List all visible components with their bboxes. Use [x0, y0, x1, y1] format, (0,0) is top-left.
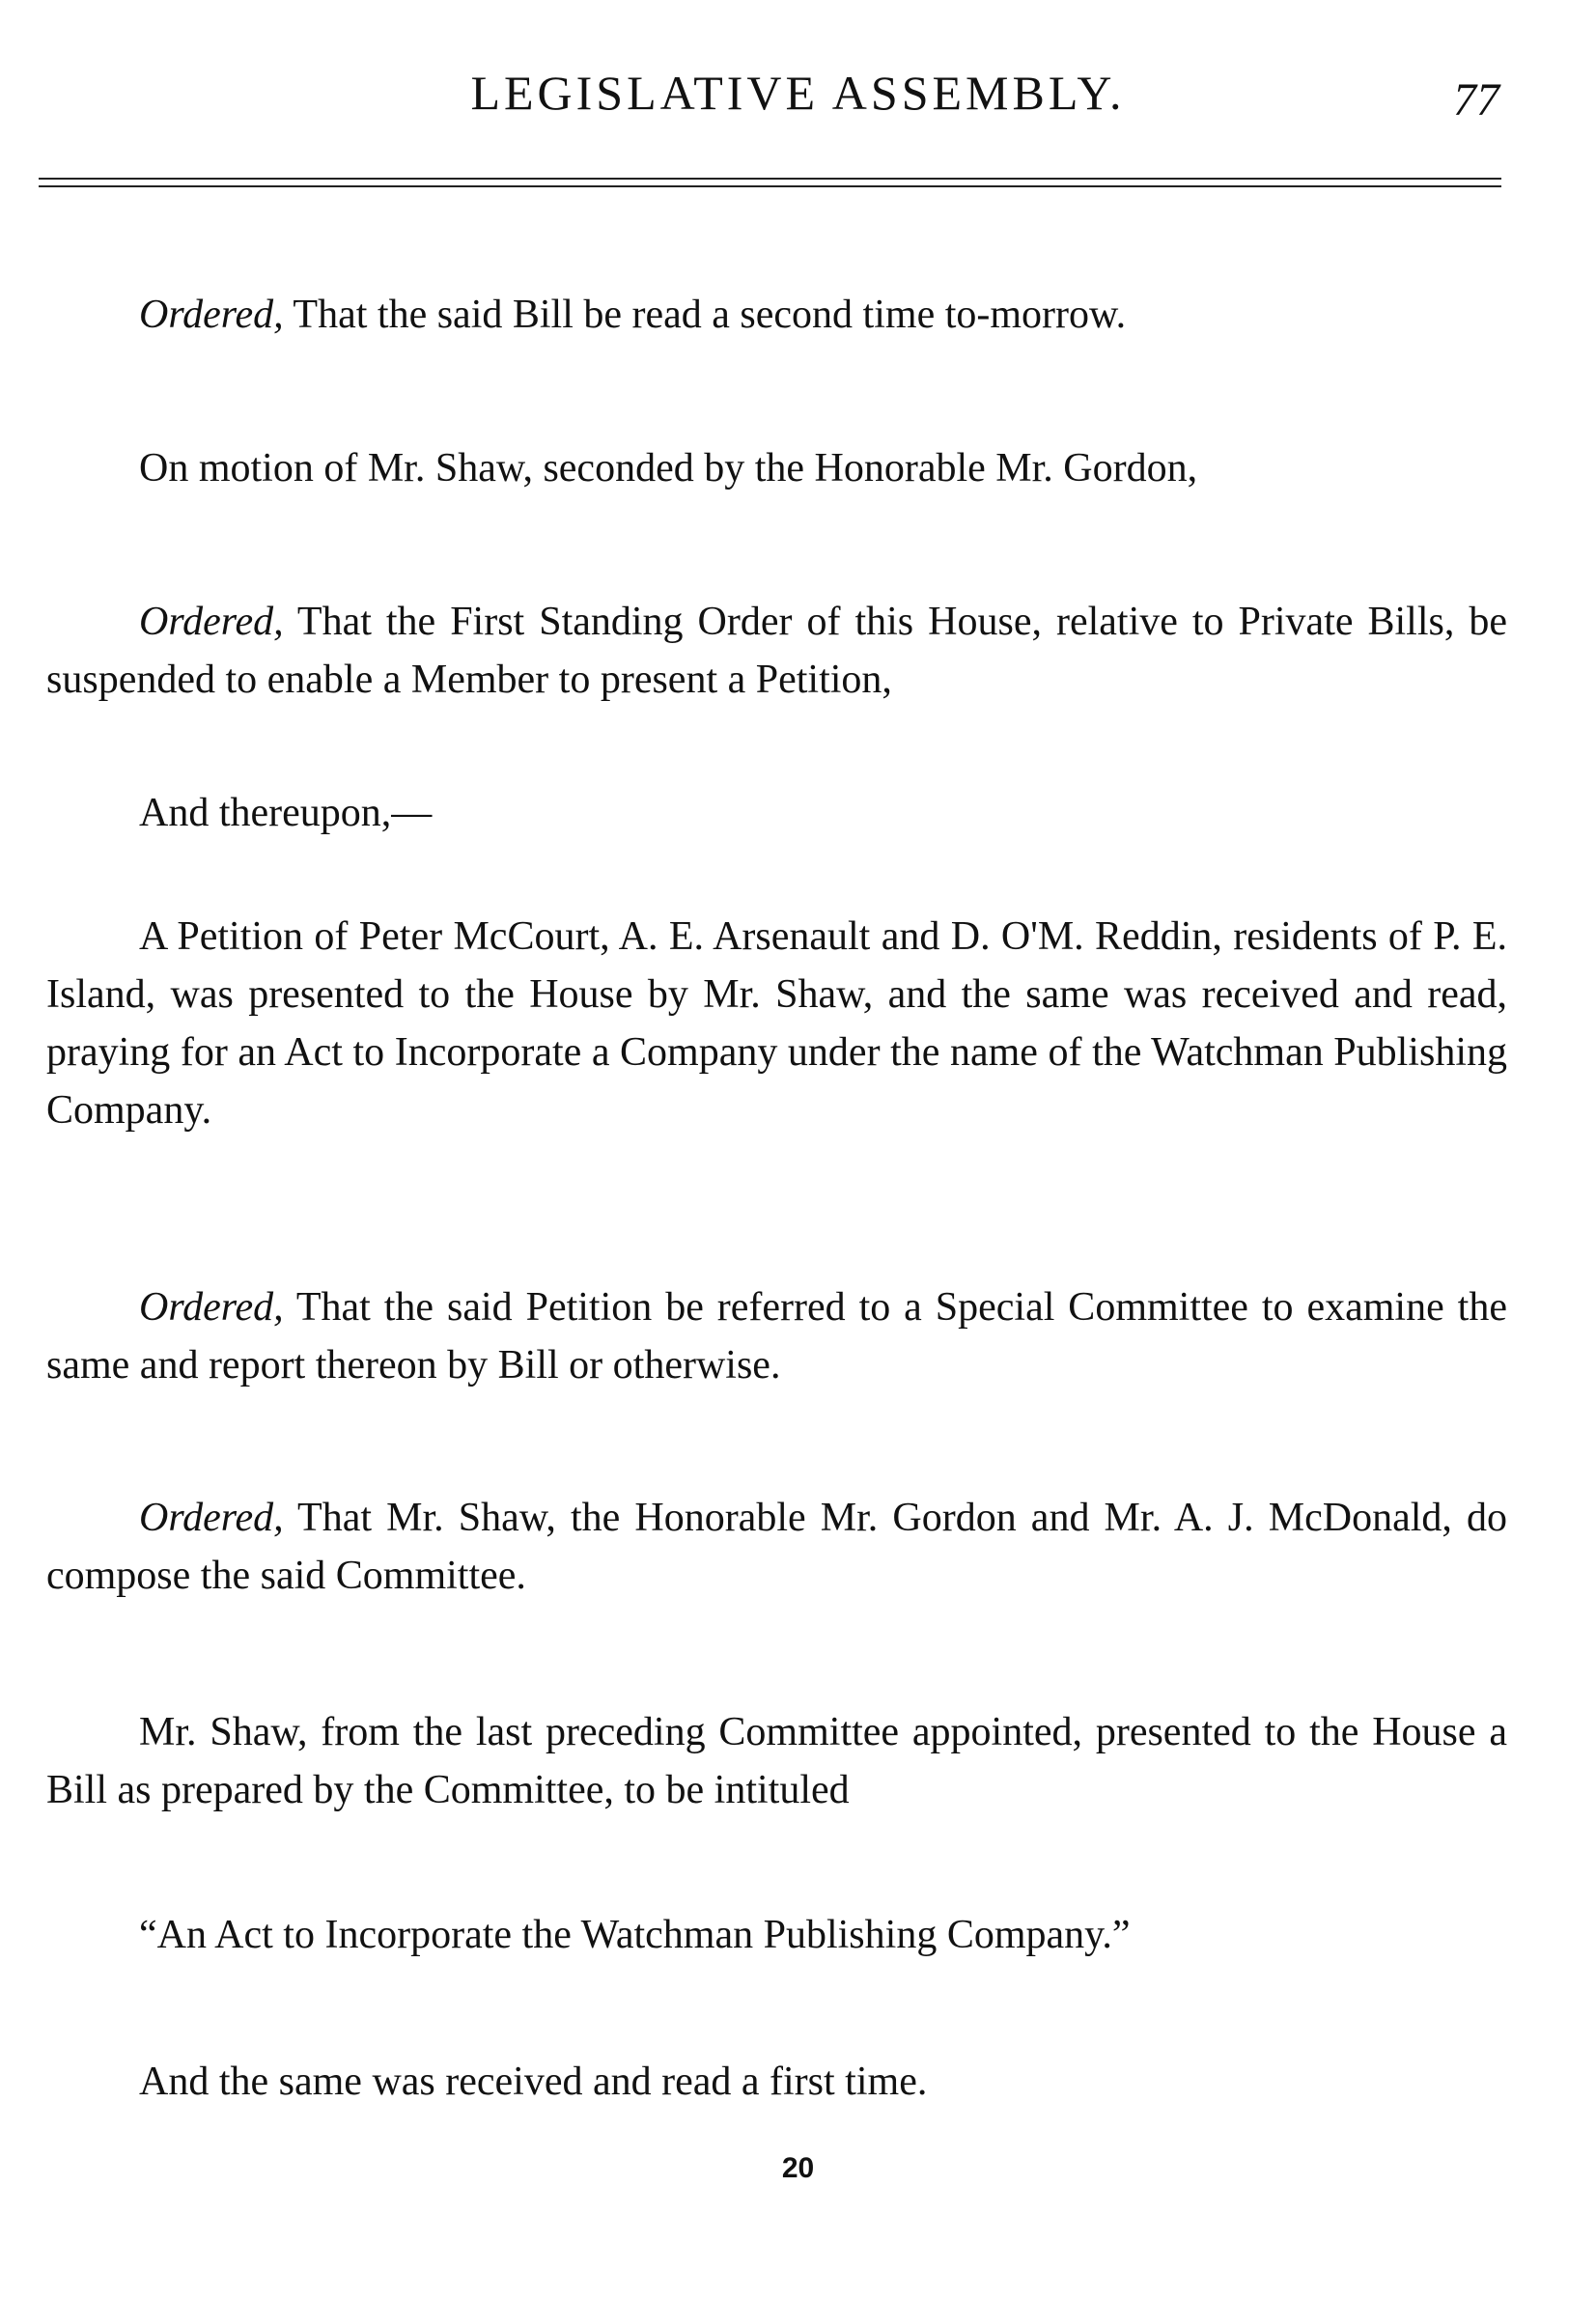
- paragraph-ordered-standing-order: [46, 593, 1507, 709]
- paragraph-petition: [46, 908, 1507, 1139]
- paragraph-first-reading: [46, 2053, 1507, 2111]
- ordered-lead: Ordered,: [139, 600, 284, 644]
- paragraph-ordered-referred: [46, 1278, 1507, 1394]
- signature-mark: 20: [781, 2152, 815, 2184]
- paragraph-text: That the said Bill be read a second time to-morrow.: [283, 293, 1127, 337]
- ordered-lead: Ordered,: [139, 1285, 284, 1330]
- paragraph-ordered-second-reading: [46, 286, 1507, 344]
- paragraph-text: That the First Standing Order of this House, relative to Private Bills, be suspended to enable a Member to present a Petition,: [46, 600, 1507, 702]
- paragraph-text: Mr. Shaw, from the last preceding Committee appointed, presented to the House a Bill as prepared by the Committee, to be intituled: [46, 1710, 1507, 1812]
- paragraph-text: On motion of Mr. Shaw, seconded by the Honorable Mr. Gordon,: [139, 446, 1198, 491]
- paragraph-text: “An Act to Incorporate the Watchman Publishing Company.”: [139, 1913, 1131, 1957]
- paragraph-thereupon: [46, 784, 1507, 842]
- paragraph-text: And the same was received and read a first time.: [139, 2060, 928, 2104]
- paragraph-text: And thereupon,—: [139, 791, 433, 835]
- paragraph-text: That Mr. Shaw, the Honorable Mr. Gordon and Mr. A. J. McDonald, do compose the said Committee.: [46, 1496, 1507, 1598]
- page-header: [0, 64, 1596, 131]
- paragraph-text: That the said Petition be referred to a Special Committee to examine the same and report thereon by Bill or otherwise.: [46, 1285, 1507, 1388]
- paragraph-text: A Petition of Peter McCourt, A. E. Arsenault and D. O'M. Reddin, residents of P. E. Island, was presented to the House by Mr. Shaw, and the same was received and read, praying for an Act to Incorporate a Company under the name of the Watchman Publishing Company.: [46, 914, 1507, 1133]
- header-rule-bottom: [39, 185, 1501, 187]
- paragraph-bill-presented: [46, 1703, 1507, 1819]
- header-rule-top: [39, 178, 1501, 180]
- ordered-lead: Ordered,: [139, 293, 284, 337]
- paragraph-bill-title: [46, 1906, 1507, 1964]
- running-title: LEGISLATIVE ASSEMBLY.: [470, 66, 1126, 120]
- page-number: 77: [1453, 74, 1499, 126]
- paragraph-ordered-committee: [46, 1489, 1507, 1605]
- paragraph-motion: [46, 439, 1507, 497]
- ordered-lead: Ordered,: [139, 1496, 284, 1540]
